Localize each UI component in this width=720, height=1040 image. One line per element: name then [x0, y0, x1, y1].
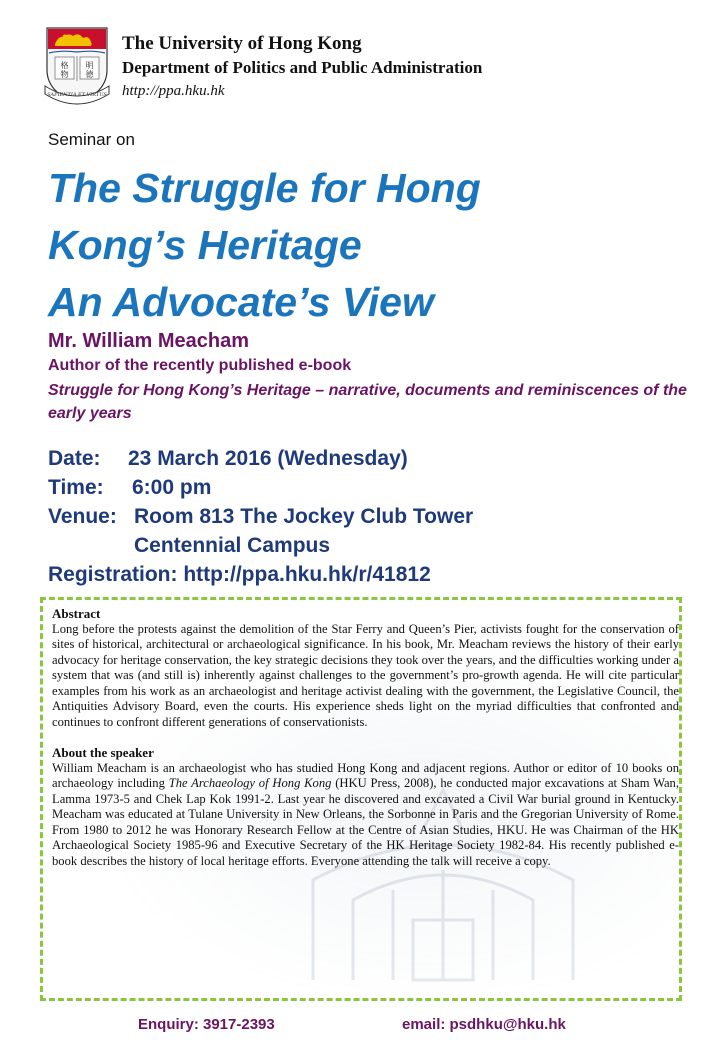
about-text-before: William Meacham is an archaeologist who has studied Hong Kong and adjacent regions. Author or editor of 10 books on archaeology including [52, 760, 679, 790]
time-label: Time: [48, 476, 104, 499]
about-speaker-heading: About the speaker [52, 745, 154, 760]
abstract-text-block [52, 606, 679, 869]
svg-text:明: 明 [85, 61, 94, 70]
title-line-1: The Struggle for Hong [48, 165, 481, 211]
hku-crest-icon [41, 26, 113, 108]
enquiry-phone: Enquiry: 3917-2393 [138, 1016, 275, 1033]
seminar-title [48, 160, 688, 331]
about-speaker-body [52, 761, 679, 870]
svg-text:德: 德 [85, 70, 94, 79]
venue-row [48, 502, 473, 531]
department-url[interactable]: http://ppa.hku.hk [122, 83, 225, 99]
registration-row [48, 560, 473, 589]
venue-line-2: Centennial Campus [134, 534, 331, 557]
time-value: 6:00 pm [132, 476, 212, 499]
book-title: Struggle for Hong Kong’s Heritage – narrative, documents and reminiscences of the early years [48, 382, 687, 422]
registration-label: Registration: [48, 563, 178, 586]
abstract-body: Long before the protests against the demolition of the Star Ferry and Queen’s Pier, activists fought for the conservation of sites of historical, architectural or archaeological significance. In his book, Mr. Meacham reviews the history of their early advocacy for heritage conservation, the key strategic decisions they took over the years, and the difficulties working under a system that was (and still is) inherently against challenges to the government’s pro-growth agenda. He will cite particular examples from his work as an archaeologist and heritage activist dealing with the government, the Legislative Council, the Antiquities Advisory Board, even the courts. His experience sheds light on the myriad difficulties that confronted and continues to confront different generations of conservationists. [52, 621, 679, 729]
department-name: Department of Politics and Public Administration [122, 58, 483, 77]
speaker-role: Author of the recently published e-book [48, 357, 352, 374]
venue-row-2 [48, 531, 473, 560]
enquiry-email[interactable]: email: psdhku@hku.hk [402, 1016, 566, 1033]
title-line-2: Kong’s Heritage [48, 222, 362, 268]
svg-text:物: 物 [60, 70, 69, 79]
abstract-box [40, 597, 682, 1001]
abstract-heading: Abstract [52, 606, 101, 621]
registration-link[interactable]: http://ppa.hku.hk/r/41812 [183, 563, 431, 586]
university-name: The University of Hong Kong [122, 33, 362, 54]
about-book-title: The Archaeology of Hong Kong [168, 776, 332, 790]
speaker-name: Mr. William Meacham [48, 330, 249, 352]
about-text-after: (HKU Press, 2008), he conducted major excavations at Sham Wan, Lamma 1973-5 and Chek Lap Kok 1991-2. Last year he discovered and excavated a Civil War burial ground in Kentucky. Meacham was educated at Tulane University in New Orleans, the Sorbonne in Paris and the Gregorian University of Rome. From 1980 to 2012 he was Honorary Research Fellow at the Centre of Asian Studies, HKU. He was Chairman of the HK Archaeological Society 1985-96 and Executive Secretary of the HK Heritage Society 1982-84. His recently published e-book describes the history of local heritage efforts. Everyone attending the talk will receive a copy. [52, 776, 679, 868]
crest-motto: SAPIENTIA ET VIRTUS [47, 92, 107, 98]
event-details [48, 444, 473, 589]
date-value: 23 March 2016 (Wednesday) [128, 447, 408, 470]
title-line-3: An Advocate’s View [48, 279, 434, 325]
svg-text:格: 格 [60, 61, 69, 70]
date-label: Date: [48, 447, 101, 470]
date-row [48, 444, 473, 473]
time-row [48, 473, 473, 502]
venue-label: Venue: [48, 505, 117, 528]
seminar-label: Seminar on [48, 130, 135, 149]
venue-line-1: Room 813 The Jockey Club Tower [134, 505, 474, 528]
